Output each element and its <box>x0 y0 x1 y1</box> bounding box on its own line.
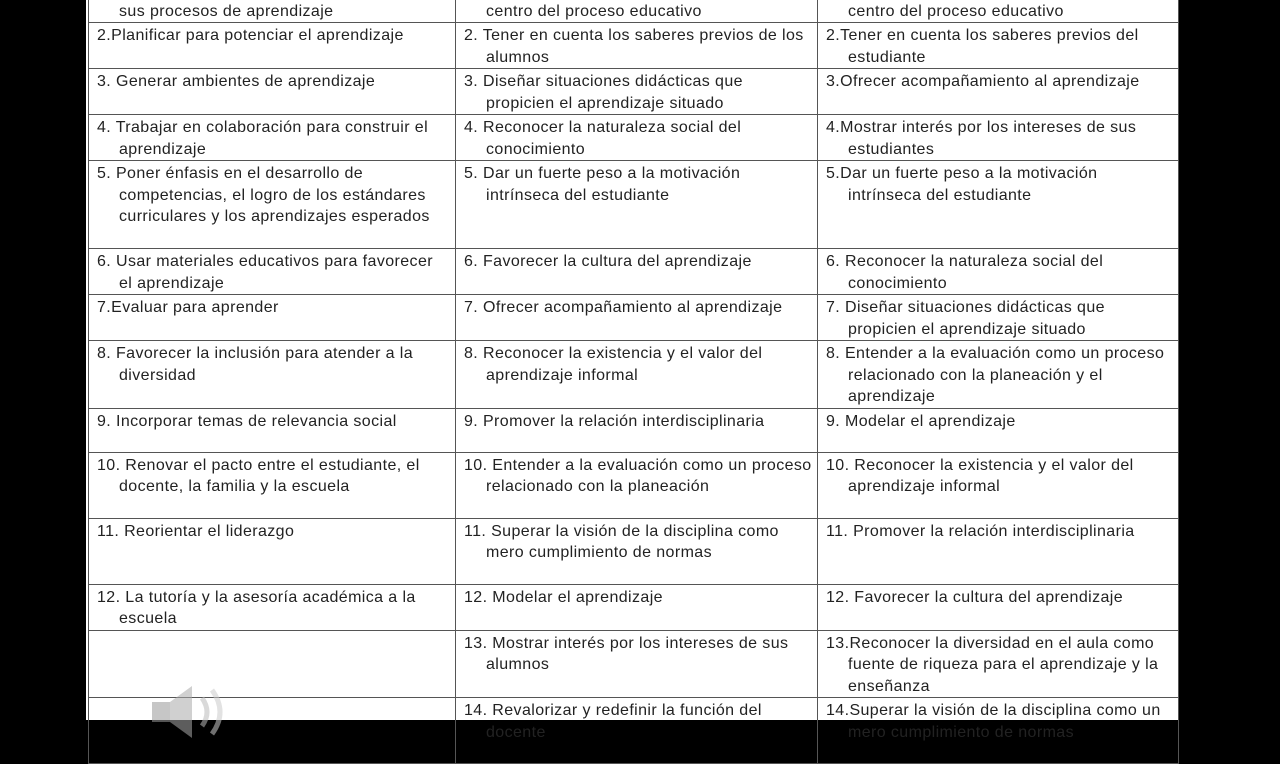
table-row <box>89 115 1179 161</box>
speaker-icon[interactable] <box>150 680 240 740</box>
table-cell <box>818 295 1179 341</box>
table-row <box>89 584 1179 630</box>
table-row <box>89 23 1179 69</box>
table-cell <box>818 23 1179 69</box>
table-cell <box>456 115 818 161</box>
table-cell <box>89 115 456 161</box>
table-cell <box>89 69 456 115</box>
cell-text: 2.Tener en cuenta los saberes previos del estudiante <box>826 27 1139 66</box>
table-cell <box>818 0 1179 23</box>
table-cell <box>89 630 456 698</box>
table-row <box>89 0 1179 23</box>
cell-text: 12. Modelar el aprendizaje <box>464 588 663 606</box>
table-row <box>89 249 1179 295</box>
table-row <box>89 341 1179 409</box>
table-cell <box>456 584 818 630</box>
cell-text: centro del proceso educativo <box>848 2 1064 20</box>
cell-text: 6. Favorecer la cultura del aprendizaje <box>464 253 752 270</box>
table-row <box>89 452 1179 518</box>
cell-text: 8. Reconocer la existencia y el valor del aprendizaje informal <box>464 345 763 384</box>
table-cell <box>89 0 456 23</box>
table-cell <box>818 584 1179 630</box>
table-row <box>89 408 1179 452</box>
table-cell <box>456 518 818 584</box>
cell-text: 10. Renovar el pacto entre el estudiante, el docente, la familia y la escuela <box>97 456 420 495</box>
table-cell <box>89 161 456 249</box>
table-cell <box>818 161 1179 249</box>
table-cell <box>818 115 1179 161</box>
cell-text: 7.Evaluar para aprender <box>97 299 279 316</box>
table-cell <box>456 630 818 698</box>
table-cell <box>456 69 818 115</box>
table-cell <box>89 295 456 341</box>
cell-text: 10. Entender a la evaluación como un proceso relacionado con la planeación <box>464 456 812 495</box>
cell-text: centro del proceso educativo <box>486 2 702 20</box>
table-cell <box>456 295 818 341</box>
cell-text: 7. Ofrecer acompañamiento al aprendizaje <box>464 299 783 316</box>
table-row <box>89 630 1179 698</box>
table-cell <box>456 698 818 764</box>
cell-text: 6. Usar materiales educativos para favorecer el aprendizaje <box>97 253 433 292</box>
table-cell <box>818 452 1179 518</box>
cell-text: 4. Reconocer la naturaleza social del conocimiento <box>464 119 742 158</box>
table-cell <box>89 518 456 584</box>
table-row <box>89 69 1179 115</box>
table-cell <box>456 161 818 249</box>
cell-text: 12. Favorecer la cultura del aprendizaje <box>826 588 1124 606</box>
table-cell <box>456 249 818 295</box>
principles-comparison-table <box>88 0 1179 764</box>
cell-text: 3. Generar ambientes de aprendizaje <box>97 73 376 90</box>
table-body <box>89 0 1179 764</box>
table-row <box>89 518 1179 584</box>
table-cell <box>89 584 456 630</box>
table-cell <box>89 452 456 518</box>
cell-text: 6. Reconocer la naturaleza social del conocimiento <box>826 253 1104 292</box>
table-row <box>89 698 1179 764</box>
cell-text: 11. Reorientar el liderazgo <box>97 522 295 540</box>
cell-text: 9. Modelar el aprendizaje <box>826 412 1016 430</box>
document-page <box>86 0 1178 741</box>
table-cell <box>818 698 1179 764</box>
table-row <box>89 295 1179 341</box>
table-cell <box>818 341 1179 409</box>
cell-text: 3.Ofrecer acompañamiento al aprendizaje <box>826 73 1140 90</box>
cell-text: 5. Poner énfasis en el desarrollo de competencias, el logro de los estándares curriculares y los aprendizajes esperados <box>97 165 430 225</box>
cell-text: 2. Tener en cuenta los saberes previos de los alumnos <box>464 27 804 66</box>
cell-text: 14.Superar la visión de la disciplina como un mero cumplimiento de normas <box>826 702 1161 741</box>
table-cell <box>456 0 818 23</box>
cell-text: 8. Entender a la evaluación como un proceso relacionado con la planeación y el aprendizaje <box>826 345 1165 405</box>
table-cell <box>89 341 456 409</box>
cell-text: 5.Dar un fuerte peso a la motivación intrínseca del estudiante <box>826 165 1098 204</box>
cell-text: 11. Superar la visión de la disciplina como mero cumplimiento de normas <box>464 522 779 561</box>
cell-text: 2.Planificar para potenciar el aprendizaje <box>97 27 404 44</box>
table-cell <box>89 408 456 452</box>
table-cell <box>818 249 1179 295</box>
cell-text: 13.Reconocer la diversidad en el aula como fuente de riqueza para el aprendizaje y la enseñanza <box>826 634 1159 695</box>
cell-text: 7. Diseñar situaciones didácticas que propicien el aprendizaje situado <box>826 299 1105 338</box>
table-cell <box>818 408 1179 452</box>
cell-text: 9. Promover la relación interdisciplinaria <box>464 412 765 430</box>
cell-text: 3. Diseñar situaciones didácticas que propicien el aprendizaje situado <box>464 73 743 112</box>
cell-text: 4. Trabajar en colaboración para construir el aprendizaje <box>97 119 429 158</box>
table-cell <box>89 23 456 69</box>
cell-text: 13. Mostrar interés por los intereses de sus alumnos <box>464 634 789 673</box>
table-cell <box>456 23 818 69</box>
table-cell <box>89 249 456 295</box>
cell-text: 8. Favorecer la inclusión para atender a la diversidad <box>97 345 414 384</box>
table-cell <box>456 452 818 518</box>
cell-text: 14. Revalorizar y redefinir la función del docente <box>464 702 762 741</box>
table-cell <box>818 630 1179 698</box>
table-cell <box>818 518 1179 584</box>
cell-text: sus procesos de aprendizaje <box>119 2 334 20</box>
table-cell <box>456 408 818 452</box>
table-row <box>89 161 1179 249</box>
cell-text: 4.Mostrar interés por los intereses de sus estudiantes <box>826 119 1137 158</box>
table-cell <box>89 698 456 764</box>
cell-text: 9. Incorporar temas de relevancia social <box>97 412 397 430</box>
cell-text: 10. Reconocer la existencia y el valor del aprendizaje informal <box>826 456 1134 495</box>
table-cell <box>456 341 818 409</box>
cell-text: 5. Dar un fuerte peso a la motivación intrínseca del estudiante <box>464 165 741 204</box>
cell-text: 12. La tutoría y la asesoría académica a la escuela <box>97 588 416 627</box>
table-cell <box>818 69 1179 115</box>
cell-text: 11. Promover la relación interdisciplinaria <box>826 522 1135 540</box>
